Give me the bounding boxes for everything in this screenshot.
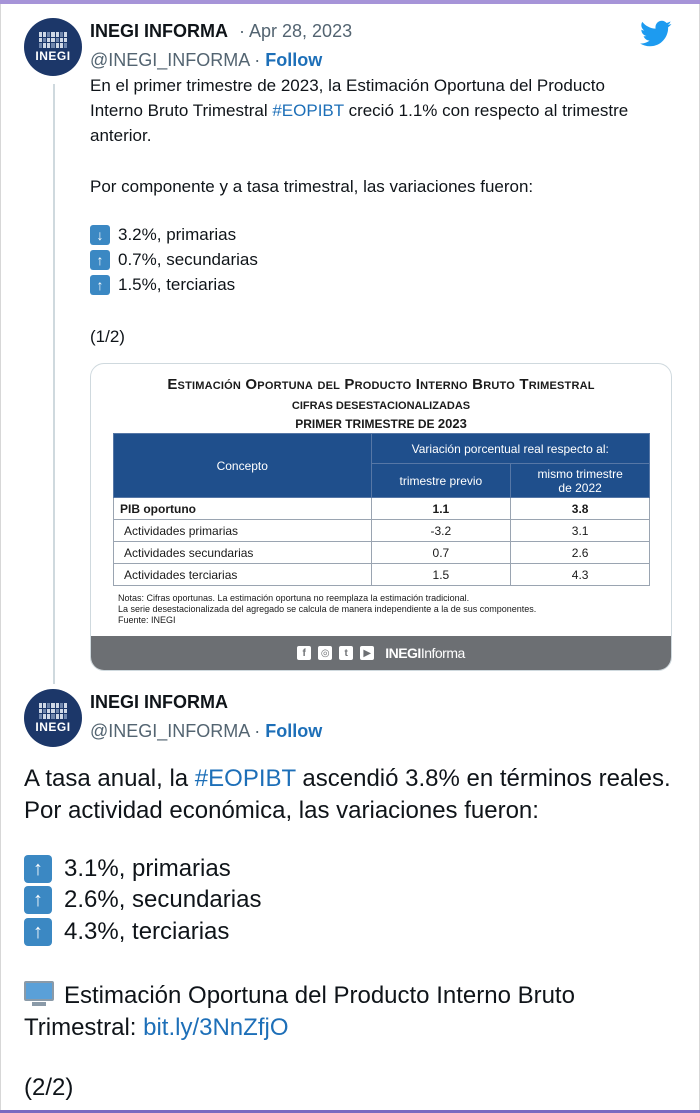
cell-prev: -3.2 bbox=[371, 520, 511, 542]
cell-same: 4.3 bbox=[511, 564, 650, 586]
text-segment: ascendió 3.8% en términos reales. bbox=[295, 765, 671, 792]
header-line: mismo trimestre bbox=[537, 466, 623, 481]
author-name[interactable]: INEGI INFORMA bbox=[90, 692, 228, 712]
cell-prev: 1.5 bbox=[371, 564, 511, 586]
text-segment: PRIMER TRIMESTRE DE bbox=[295, 417, 438, 431]
thread-counter: (1/2) bbox=[90, 327, 125, 346]
cell-prev: 0.7 bbox=[371, 542, 511, 564]
avatar[interactable] bbox=[24, 18, 82, 76]
row-label: Actividades secundarias bbox=[114, 542, 372, 564]
tweet-text-line: Por componente y a tasa trimestral, las variaciones fueron: bbox=[90, 177, 534, 196]
tweet-text-line: En el primer trimestre de 2023, la Estimación Oportuna del Producto bbox=[90, 76, 605, 95]
list-item bbox=[24, 855, 231, 883]
card-subtitle: CIFRAS DESESTACIONALIZADAS bbox=[291, 400, 471, 412]
text-segment: Estimación Oportuna del Producto Interno Bruto bbox=[64, 982, 575, 1009]
tweet-text-line bbox=[24, 763, 684, 795]
list-item-text: 4.3%, terciarias bbox=[64, 918, 230, 945]
footer-brand bbox=[385, 645, 465, 661]
tweet-text-line bbox=[24, 1012, 684, 1044]
row-label: PIB oportuno bbox=[114, 498, 372, 520]
instagram-icon: ◎ bbox=[318, 646, 332, 660]
avatar[interactable] bbox=[24, 689, 82, 747]
twitter-bird-icon[interactable] bbox=[640, 20, 672, 48]
thread-counter: (2/2) bbox=[24, 1074, 74, 1101]
list-item bbox=[90, 225, 236, 245]
author-handle[interactable]: @INEGI_INFORMA bbox=[90, 721, 250, 741]
table-header-concept: Concepto bbox=[114, 434, 372, 498]
card-footer bbox=[91, 636, 671, 670]
table-header-group: Variación porcentual real respecto al: bbox=[371, 434, 650, 464]
cell-same: 2.6 bbox=[511, 542, 650, 564]
list-item-text: 3.1%, primarias bbox=[64, 855, 231, 882]
list-item bbox=[24, 918, 229, 946]
cell-prev: 1.1 bbox=[371, 498, 511, 520]
tweet-text-line: anterior. bbox=[90, 126, 152, 145]
follow-button[interactable]: Follow bbox=[265, 721, 323, 741]
tweet-text-line bbox=[90, 98, 685, 123]
facebook-icon: f bbox=[297, 646, 311, 660]
list-item bbox=[90, 275, 235, 295]
avatar-label: INEGI bbox=[35, 720, 71, 734]
card-title: Estimación Oportuna del Producto Interno Bruto Trimestral bbox=[167, 376, 595, 393]
date-text: Apr 28, 2023 bbox=[249, 21, 353, 41]
author-handle-row: @INEGI_INFORMA · Follow bbox=[90, 50, 323, 70]
list-item-text: 3.2%, primarias bbox=[118, 225, 237, 244]
header-line: de 2022 bbox=[558, 480, 602, 495]
avatar-label: INEGI bbox=[35, 49, 71, 63]
tweet-text-line: Por actividad económica, las variaciones fueron: bbox=[24, 797, 539, 824]
arrow-down-icon: ↓ bbox=[90, 225, 110, 245]
row-label: Actividades primarias bbox=[114, 520, 372, 542]
table-row bbox=[114, 520, 650, 542]
table-row bbox=[114, 542, 650, 564]
tweet-text bbox=[24, 763, 684, 827]
tweet-link-block bbox=[24, 980, 684, 1044]
thread-connector-line bbox=[53, 84, 55, 684]
list-item-text: 0.7%, secundarias bbox=[118, 250, 258, 269]
arrow-up-icon: ↑ bbox=[24, 886, 52, 914]
table-header-prev: trimestre previo bbox=[371, 464, 511, 498]
tweet-image-card[interactable] bbox=[90, 363, 672, 671]
text-segment: creció 1.1% con respecto al trimestre bbox=[343, 101, 629, 120]
cell-same: 3.8 bbox=[511, 498, 650, 520]
text-segment: 2023 bbox=[437, 416, 467, 431]
arrow-up-icon: ↑ bbox=[90, 275, 110, 295]
list-item-text: 1.5%, terciarias bbox=[118, 275, 236, 294]
brand-rest: Informa bbox=[420, 645, 465, 661]
data-table bbox=[113, 433, 650, 586]
table-row bbox=[114, 498, 650, 520]
tweet-text bbox=[90, 73, 685, 148]
list-item-text: 2.6%, secundarias bbox=[64, 886, 262, 913]
tweet-date[interactable]: · Apr 28, 2023 bbox=[239, 21, 353, 41]
note-line: Notas: Cifras oportunas. La estimación oportuna no reemplaza la estimación tradicional. bbox=[118, 593, 470, 603]
author-name[interactable]: INEGI INFORMA bbox=[90, 21, 228, 41]
list-item bbox=[24, 886, 261, 914]
text-segment: Trimestral: bbox=[24, 1014, 144, 1041]
text-segment: A tasa anual, la bbox=[24, 765, 195, 792]
table-notes bbox=[118, 593, 658, 626]
external-link[interactable]: bit.ly/3NnZfjO bbox=[143, 1014, 289, 1041]
tweet-text-line bbox=[24, 980, 684, 1012]
hashtag-link[interactable]: #EOPIBT bbox=[194, 765, 296, 792]
text-segment: Interno Bruto Trimestral bbox=[90, 101, 273, 120]
card-subtitle-period bbox=[91, 416, 671, 431]
inegi-logo-icon bbox=[39, 703, 67, 719]
row-label: Actividades terciarias bbox=[114, 564, 372, 586]
hashtag-link[interactable]: #EOPIBT bbox=[272, 101, 344, 120]
cell-same: 3.1 bbox=[511, 520, 650, 542]
brand-bold: INEGI bbox=[385, 645, 421, 661]
note-line: La serie desestacionalizada del agregado se calcula de manera independiente a la de sus componentes. bbox=[118, 604, 537, 614]
twitter-icon: t bbox=[339, 646, 353, 660]
arrow-up-icon: ↑ bbox=[24, 855, 52, 883]
table-row bbox=[114, 564, 650, 586]
computer-icon bbox=[24, 981, 54, 1007]
youtube-icon: ▶ bbox=[360, 646, 374, 660]
author-handle-row: @INEGI_INFORMA · Follow bbox=[90, 721, 323, 741]
note-line: Fuente: INEGI bbox=[118, 615, 176, 625]
follow-button[interactable]: Follow bbox=[265, 50, 323, 70]
author-handle[interactable]: @INEGI_INFORMA bbox=[90, 50, 250, 70]
table-header-same bbox=[511, 464, 650, 498]
list-item bbox=[90, 250, 258, 270]
arrow-up-icon: ↑ bbox=[90, 250, 110, 270]
inegi-logo-icon bbox=[39, 32, 67, 48]
arrow-up-icon: ↑ bbox=[24, 918, 52, 946]
